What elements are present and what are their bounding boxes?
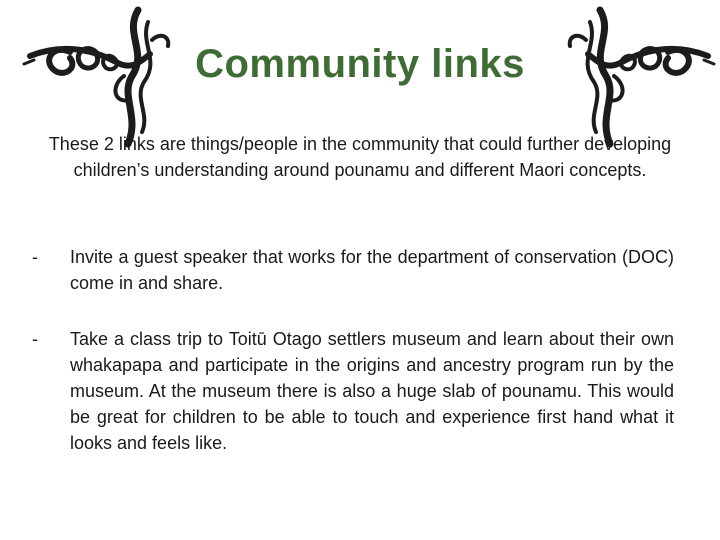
bullet-list (28, 244, 674, 486)
intro-paragraph: These 2 links are things/people in the community that could further developing children’s understanding around pounamu and different Maori concepts. (48, 134, 672, 180)
slide-title: Community links (195, 42, 525, 86)
bullet-item-guest-speaker (28, 244, 674, 296)
bullet-text: Take a class trip to Toitū Otago settlers museum and learn about their own whakapapa and participate in the origins and ancestry program run by the museum. At the museum there is also a huge slab of pounamu. This would be great for children to be able to touch and experience first hand what it looks and feels like. (70, 329, 674, 453)
bullet-marker: - (32, 247, 38, 267)
bullet-text: Invite a guest speaker that works for the department of conservation (DOC) come in and share. (70, 247, 674, 293)
bullet-item-class-trip (28, 326, 674, 456)
bullet-marker: - (32, 329, 38, 349)
